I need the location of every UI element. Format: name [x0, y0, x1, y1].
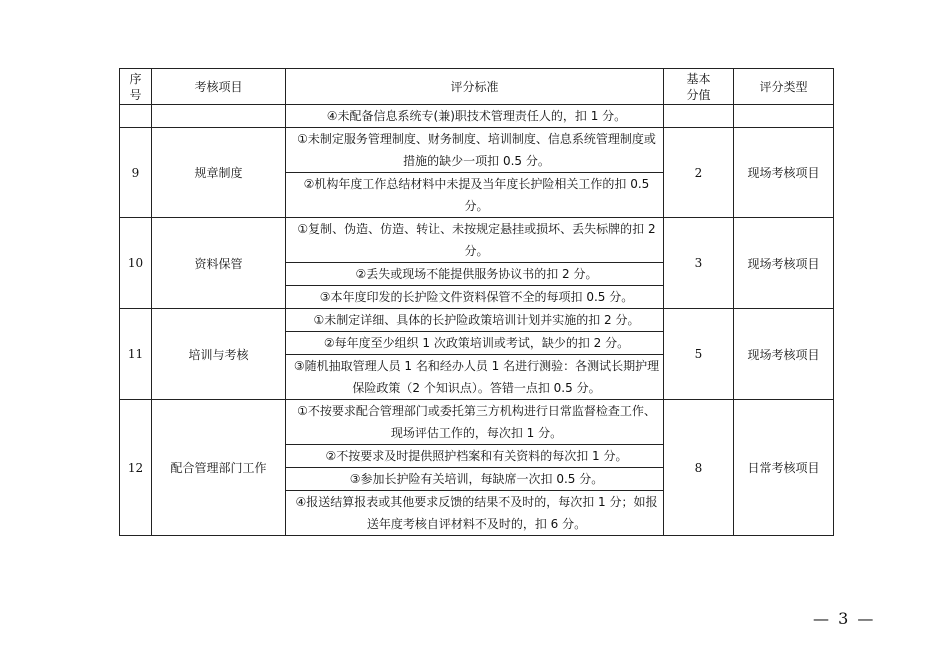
row-score: 5	[664, 309, 734, 400]
header-seq: 序 号	[120, 69, 152, 105]
criteria-list	[286, 400, 663, 535]
row-score: 8	[664, 400, 734, 536]
row-seq: 12	[120, 400, 152, 536]
criteria-list	[286, 128, 663, 217]
criteria-list	[286, 218, 663, 308]
row-type: 现场考核项目	[734, 218, 834, 309]
criteria-item: ③本年度印发的长护险文件资料保管不全的每项扣 0.5 分。	[286, 285, 663, 308]
row-seq: 9	[120, 128, 152, 218]
page-number: — 3 —	[813, 609, 876, 628]
criteria-item: ①未制定详细、具体的长护险政策培训计划并实施的扣 2 分。	[313, 313, 640, 327]
criteria-list	[286, 105, 663, 127]
row-score: 3	[664, 218, 734, 309]
criteria-item: ①复制、伪造、仿造、转让、未按规定悬挂或损坏、丢失标牌的扣 2 分。	[297, 222, 656, 258]
row-criteria	[286, 128, 664, 218]
row-criteria	[286, 218, 664, 309]
header-criteria: 评分标准	[286, 69, 664, 105]
criteria-item: ③参加长护险有关培训，每缺席一次扣 0.5 分。	[286, 467, 663, 490]
header-type: 评分类型	[734, 69, 834, 105]
criteria-item: ②丢失或现场不能提供服务协议书的扣 2 分。	[286, 262, 663, 285]
table-header-row	[120, 69, 834, 105]
criteria-item: ①不按要求配合管理部门或委托第三方机构进行日常监督检查工作、现场评估工作的，每次扣 1 分。	[297, 404, 656, 440]
row-criteria	[286, 105, 664, 128]
row-seq: 10	[120, 218, 152, 309]
row-type: 现场考核项目	[734, 309, 834, 400]
row-item	[152, 105, 286, 128]
table-row	[120, 128, 834, 218]
header-item: 考核项目	[152, 69, 286, 105]
table-row	[120, 218, 834, 309]
row-type: 日常考核项目	[734, 400, 834, 536]
criteria-list	[286, 309, 663, 399]
header-score: 基本 分值	[664, 69, 734, 105]
criteria-item: ④报送结算报表或其他要求反馈的结果不及时的，每次扣 1 分；如报送年度考核自评材料不及时的，扣 6 分。	[286, 490, 663, 535]
row-item: 培训与考核	[152, 309, 286, 400]
table-row	[120, 105, 834, 128]
row-seq: 11	[120, 309, 152, 400]
row-item: 配合管理部门工作	[152, 400, 286, 536]
criteria-item: ③随机抽取管理人员 1 名和经办人员 1 名进行测验：各测试长期护理保险政策（2 个知识点）。答错一点扣 0.5 分。	[286, 354, 663, 399]
table-row	[120, 400, 834, 536]
row-type	[734, 105, 834, 128]
criteria-item: ②不按要求及时提供照护档案和有关资料的每次扣 1 分。	[286, 444, 663, 467]
row-score: 2	[664, 128, 734, 218]
row-criteria	[286, 400, 664, 536]
criteria-item: ②每年度至少组织 1 次政策培训或考试，缺少的扣 2 分。	[286, 331, 663, 354]
criteria-item: ①未制定服务管理制度、财务制度、培训制度、信息系统管理制度或措施的缺少一项扣 0.5 分。	[297, 132, 656, 168]
criteria-item: ④未配备信息系统专(兼)职技术管理责任人的，扣 1 分。	[326, 109, 627, 123]
row-seq	[120, 105, 152, 128]
row-item: 资料保管	[152, 218, 286, 309]
row-type: 现场考核项目	[734, 128, 834, 218]
row-item: 规章制度	[152, 128, 286, 218]
table-row	[120, 309, 834, 400]
scoring-table	[119, 68, 834, 536]
row-criteria	[286, 309, 664, 400]
criteria-item: ②机构年度工作总结材料中未提及当年度长护险相关工作的扣 0.5 分。	[286, 172, 663, 217]
row-score	[664, 105, 734, 128]
